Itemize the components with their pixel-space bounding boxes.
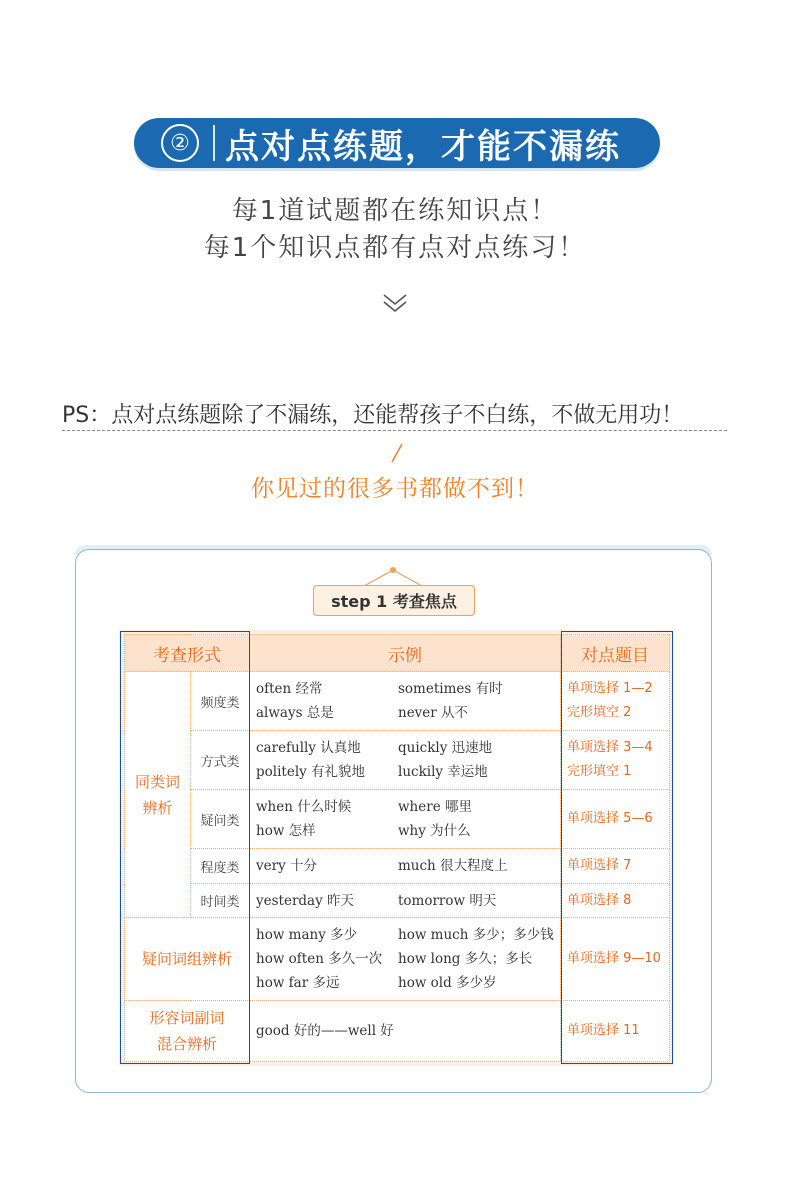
target-cell: 单项选择 7 (561, 849, 670, 884)
subcategory-cell: 时间类 (191, 884, 250, 918)
example-cell: good 好的——well 好 (250, 1001, 561, 1062)
table-row (125, 918, 670, 1001)
category-adj-adv: 形容词副词 混合辨析 (125, 1001, 250, 1062)
subcategory-cell: 频度类 (191, 672, 250, 731)
example-cell: when 什么时候 where 哪里 how 怎样 why 为什么 (250, 790, 561, 849)
target-cell: 单项选择 9—10 (561, 918, 670, 1001)
section-banner (134, 118, 660, 168)
banner-divider (213, 125, 215, 161)
header-example: 示例 (250, 635, 561, 672)
focus-table (124, 634, 670, 1062)
section-number: ② (161, 124, 199, 162)
orange-highlight: 你见过的很多书都做不到！ (251, 476, 539, 502)
target-cell: 单项选择 5—6 (561, 790, 670, 849)
header-form: 考查形式 (125, 635, 250, 672)
header-target: 对点题目 (561, 635, 670, 672)
target-cell: 单项选择 11 (561, 1001, 670, 1062)
table-row (125, 672, 670, 731)
step-tag: step 1 考查焦点 (313, 585, 475, 616)
banner-title: 点对点练题，才能不漏练 (225, 126, 621, 167)
subcategory-cell: 疑问类 (191, 790, 250, 849)
target-cell: 单项选择 1—2 完形填空 2 (561, 672, 670, 731)
example-cell: how many 多少 how much 多少；多少钱 how often 多久一次 how long 多久；多长 how far 多远 how old 多少岁 (250, 918, 561, 1001)
subcategory-cell: 方式类 (191, 731, 250, 790)
slash-mark-icon (386, 442, 406, 464)
example-cell: often 经常 sometimes 有时 always 总是 never 从不 (250, 672, 561, 731)
example-cell: carefully 认真地 quickly 迅速地 politely 有礼貌地 luckily 幸运地 (250, 731, 561, 790)
example-cell: yesterday 昨天 tomorrow 明天 (250, 884, 561, 918)
subtitle-line-1: 每1道试题都在练知识点！ (231, 196, 559, 226)
dashed-divider (62, 430, 727, 431)
target-cell: 单项选择 8 (561, 884, 670, 918)
table-row (125, 731, 670, 790)
table-row (125, 849, 670, 884)
table-row (125, 790, 670, 849)
target-cell: 单项选择 3—4 完形填空 1 (561, 731, 670, 790)
example-cell: very 十分 much 很大程度上 (250, 849, 561, 884)
chevron-down-icon (382, 292, 408, 314)
table-row (125, 1001, 670, 1062)
category-question-phrase: 疑问词组辨析 (125, 918, 250, 1001)
subcategory-cell: 程度类 (191, 849, 250, 884)
subtitle-line-2: 每1个知识点都有点对点练习！ (203, 233, 587, 263)
table-row (125, 884, 670, 918)
ps-note: PS：点对点练题除了不漏练，还能帮孩子不白练，不做无用功！ (62, 403, 684, 428)
category-synonym: 同类词 辨析 (125, 672, 191, 918)
